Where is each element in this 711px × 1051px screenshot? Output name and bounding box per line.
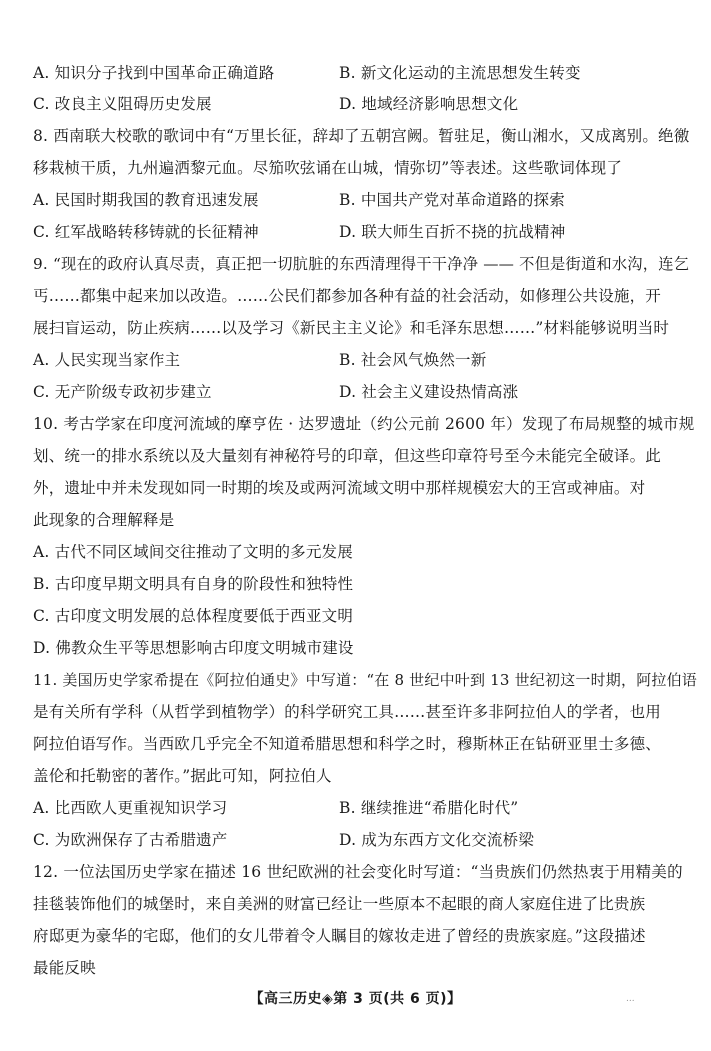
q11-stem-line-1: 11. 美国历史学家希提在《阿拉伯通史》中写道：“在 8 世纪中叶到 13 世纪初这一时期，阿拉伯语 bbox=[33, 671, 697, 689]
q9-option-c: C. 无产阶级专政初步建立 bbox=[33, 383, 212, 401]
q9-option-b: B. 社会风气焕然一新 bbox=[339, 351, 487, 369]
q9-option-d: D. 社会主义建设热情高涨 bbox=[339, 383, 519, 401]
page-footer: 【高三历史◈第 3 页(共 6 页)】 bbox=[249, 991, 462, 1007]
q9-stem-line-1: 9. “现在的政府认真尽责，真正把一切肮脏的东西清理得干干净净 —— 不但是街道和水沟，连乞 bbox=[33, 255, 690, 273]
q7-option-d: D. 地域经济影响思想文化 bbox=[339, 95, 519, 113]
q11-stem-line-2: 是有关所有学科（从哲学到植物学）的科学研究工具……甚至许多非阿拉伯人的学者，也用 bbox=[33, 703, 662, 721]
q8-option-d: D. 联大师生百折不挠的抗战精神 bbox=[339, 223, 566, 241]
q12-stem-line-4: 最能反映 bbox=[33, 959, 96, 977]
q12-stem-line-3: 府邸更为豪华的宅邸，他们的女儿带着令人瞩目的嫁妆走进了曾经的贵族家庭。”这段描述 bbox=[33, 927, 646, 945]
q10-option-d: D. 佛教众生平等思想影响古印度文明城市建设 bbox=[33, 639, 354, 657]
q10-stem-line-2: 划、统一的排水系统以及大量刻有神秘符号的印章，但这些印章符号至今未能完全破译。此 bbox=[33, 447, 662, 465]
q7-option-c: C. 改良主义阻碍历史发展 bbox=[33, 95, 212, 113]
q9-stem-line-3: 展扫盲运动，防止疾病……以及学习《新民主主义论》和毛泽东思想……”材料能够说明当时 bbox=[33, 319, 670, 337]
q11-stem-line-4: 盖伦和托勒密的著作。”据此可知，阿拉伯人 bbox=[33, 767, 332, 785]
q12-stem-line-1: 12. 一位法国历史学家在描述 16 世纪欧洲的社会变化时写道：“当贵族们仍然热衷于用精美的 bbox=[33, 863, 683, 881]
q12-stem-line-2: 挂毯装饰他们的城堡时，来自美洲的财富已经让一些原本不起眼的商人家庭住进了比贵族 bbox=[33, 895, 646, 913]
q10-stem-line-1: 10. 考古学家在印度河流域的摩亨佐 · 达罗遗址（约公元前 2600 年）发现了布局规整的城市规 bbox=[33, 415, 695, 433]
q11-option-d: D. 成为东西方文化交流桥梁 bbox=[339, 831, 535, 849]
q8-option-a: A. 民国时期我国的教育迅速发展 bbox=[33, 191, 259, 209]
q9-stem-line-2: 丐……都集中起来加以改造。……公民们都参加各种有益的社会活动，如修理公共设施，开 bbox=[33, 287, 662, 305]
q10-option-b: B. 古印度早期文明具有自身的阶段性和独特性 bbox=[33, 575, 354, 593]
q11-option-c: C. 为欧洲保存了古希腊遗产 bbox=[33, 831, 228, 849]
q8-stem-line-1: 8. 西南联大校歌的歌词中有“万里长征，辞却了五朝宫阙。暂驻足，衡山湘水，又成离别。绝徼 bbox=[33, 127, 690, 145]
q11-option-a: A. 比西欧人更重视知识学习 bbox=[33, 799, 228, 817]
q10-stem-line-4: 此现象的合理解释是 bbox=[33, 511, 175, 529]
q11-option-b: B. 继续推进“希腊化时代” bbox=[339, 799, 519, 817]
q10-stem-line-3: 外，遗址中并未发现如同一时期的埃及或两河流域文明中那样规模宏大的王宫或神庙。对 bbox=[33, 479, 646, 497]
q11-stem-line-3: 阿拉伯语写作。当西欧几乎完全不知道希腊思想和科学之时，穆斯林正在钻研亚里士多德、 bbox=[33, 735, 662, 753]
q8-stem-line-2: 移栽桢干质，九州遍洒黎元血。尽笳吹弦诵在山城，情弥切”等表述。这些歌词体现了 bbox=[33, 159, 623, 177]
q10-option-a: A. 古代不同区域间交往推动了文明的多元发展 bbox=[33, 543, 353, 561]
q8-option-c: C. 红军战略转移铸就的长征精神 bbox=[33, 223, 259, 241]
footer-mark: ... bbox=[626, 994, 635, 1004]
q7-option-a: A. 知识分子找到中国革命正确道路 bbox=[33, 64, 275, 82]
q9-option-a: A. 人民实现当家作主 bbox=[33, 351, 181, 369]
q8-option-b: B. 中国共产党对革命道路的探索 bbox=[339, 191, 565, 209]
q10-option-c: C. 古印度文明发展的总体程度要低于西亚文明 bbox=[33, 607, 354, 625]
q7-option-b: B. 新文化运动的主流思想发生转变 bbox=[339, 64, 581, 82]
